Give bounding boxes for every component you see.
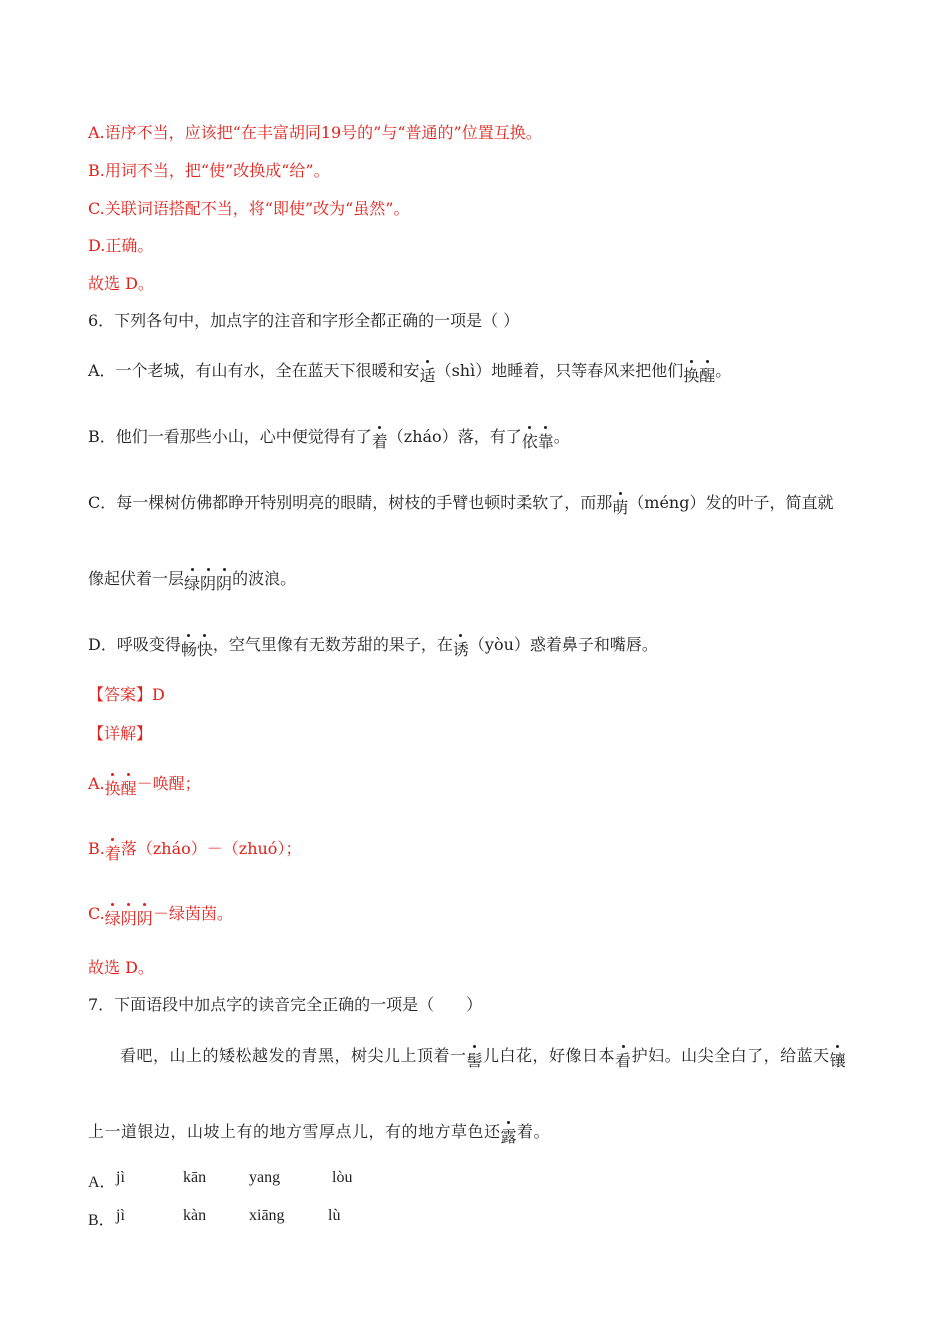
text-segment: C. bbox=[88, 904, 105, 923]
text-segment: yang bbox=[249, 1169, 281, 1186]
q6-option-c-line1 bbox=[88, 490, 834, 517]
text-segment: （shì）地睡着，只等春风来把他们 bbox=[435, 361, 684, 380]
text-segment: （zháo）落，有了 bbox=[387, 427, 522, 446]
dotted-char: 绿 bbox=[105, 906, 121, 929]
text-segment: 护妇。山尖全白了，给蓝天 bbox=[631, 1046, 830, 1065]
text-segment: lòu bbox=[332, 1169, 353, 1186]
q7-option-a bbox=[88, 1169, 353, 1192]
dotted-char: 萌 bbox=[612, 495, 628, 518]
text-segment: －绿茵茵。 bbox=[152, 904, 233, 923]
q6-explain-a bbox=[88, 771, 201, 798]
q7-option-b bbox=[88, 1207, 341, 1230]
text-segment: 。 bbox=[553, 427, 570, 446]
q6-option-a bbox=[88, 358, 732, 385]
text-segment: kàn bbox=[183, 1207, 207, 1224]
text-segment: xiāng bbox=[249, 1207, 285, 1224]
text-segment: 。 bbox=[715, 361, 732, 380]
q6-explain-c bbox=[88, 901, 233, 928]
q6-answer: 【答案】D bbox=[88, 685, 165, 704]
dotted-char: 畅 bbox=[181, 637, 197, 660]
text-segment: B． bbox=[88, 1212, 115, 1229]
dotted-char: 醒 bbox=[699, 363, 715, 386]
dotted-char: 着 bbox=[105, 841, 121, 864]
text-segment: 像起伏着一层 bbox=[88, 569, 185, 588]
dotted-char: 醒 bbox=[121, 776, 137, 799]
text-segment: －唤醒； bbox=[136, 774, 201, 793]
dotted-char: 换 bbox=[105, 776, 121, 799]
text-segment: A． bbox=[88, 1174, 116, 1191]
dotted-char: 快 bbox=[197, 637, 213, 660]
dotted-char: 阴 bbox=[200, 571, 216, 594]
dotted-char: 阴 bbox=[216, 571, 232, 594]
q6-option-d bbox=[88, 632, 658, 659]
dotted-char: 依 bbox=[522, 429, 538, 452]
text-segment: B. bbox=[88, 839, 105, 858]
text-segment: 儿白花，好像日本 bbox=[483, 1046, 616, 1065]
q6-option-c-line2 bbox=[88, 566, 297, 593]
q5-explain-a: A.语序不当，应该把“在丰富胡同19号的”与“普通的”位置互换。 bbox=[88, 123, 542, 142]
dotted-char: 阴 bbox=[121, 906, 137, 929]
q6-stem: 6．下列各句中，加点字的注音和字形全都正确的一项是（ ） bbox=[88, 311, 520, 330]
dotted-char: 露 bbox=[501, 1124, 518, 1147]
q7-stem: 7．下面语段中加点字的读音完全正确的一项是（ ） bbox=[88, 995, 483, 1014]
q6-explain-b bbox=[88, 836, 302, 863]
text-segment: 上一道银边，山坡上有的地方雪厚点儿，有的地方草色还 bbox=[88, 1122, 501, 1141]
q5-explain-b: B.用词不当，把“使”改换成“给”。 bbox=[88, 161, 330, 180]
text-segment: 着。 bbox=[517, 1122, 551, 1141]
dotted-char: 阴 bbox=[137, 906, 153, 929]
text-segment: 的波浪。 bbox=[232, 569, 297, 588]
dotted-char: 诱 bbox=[453, 637, 469, 660]
q7-passage-line1 bbox=[120, 1043, 847, 1070]
text-segment: lù bbox=[328, 1207, 341, 1224]
q5-conclusion: 故选 D。 bbox=[88, 274, 154, 293]
q5-explain-c: C.关联词语搭配不当，将“即使”改为“虽然”。 bbox=[88, 199, 410, 218]
dotted-char: 靠 bbox=[538, 429, 554, 452]
q6-detail-label: 【详解】 bbox=[88, 724, 153, 743]
text-segment: C．每一棵树仿佛都睁开特别明亮的眼睛，树枝的手臂也顿时柔软了，而那 bbox=[88, 493, 613, 512]
q6-option-b bbox=[88, 424, 570, 451]
text-segment: （yòu）惑着鼻子和嘴唇。 bbox=[468, 635, 658, 654]
dotted-char: 看 bbox=[615, 1048, 632, 1071]
text-segment: （méng）发的叶子，简直就 bbox=[628, 493, 834, 512]
text-segment: kān bbox=[183, 1169, 207, 1186]
q5-explain-d: D.正确。 bbox=[88, 236, 154, 255]
dotted-char: 绿 bbox=[184, 571, 200, 594]
dotted-char: 着 bbox=[372, 429, 388, 452]
q6-conclusion: 故选 D。 bbox=[88, 958, 154, 977]
dotted-char: 换 bbox=[683, 363, 699, 386]
dotted-char: 髻 bbox=[467, 1048, 484, 1071]
text-segment: 看吧，山上的矮松越发的青黑，树尖儿上顶着一 bbox=[120, 1046, 467, 1065]
text-segment: A．一个老城，有山有水，全在蓝天下很暖和安 bbox=[88, 361, 420, 380]
text-segment: D．呼吸变得 bbox=[88, 635, 181, 654]
text-segment: B．他们一看那些小山，心中便觉得有了 bbox=[88, 427, 372, 446]
text-segment: A. bbox=[88, 774, 105, 793]
text-segment: jì bbox=[116, 1169, 125, 1186]
text-segment: jì bbox=[116, 1207, 125, 1224]
q7-passage-line2 bbox=[88, 1119, 551, 1146]
dotted-char: 适 bbox=[420, 363, 436, 386]
dotted-char: 镶 bbox=[830, 1048, 847, 1071]
text-segment: 落（zháo）－（zhuó）； bbox=[120, 839, 302, 858]
text-segment: ，空气里像有无数芳甜的果子，在 bbox=[212, 635, 453, 654]
